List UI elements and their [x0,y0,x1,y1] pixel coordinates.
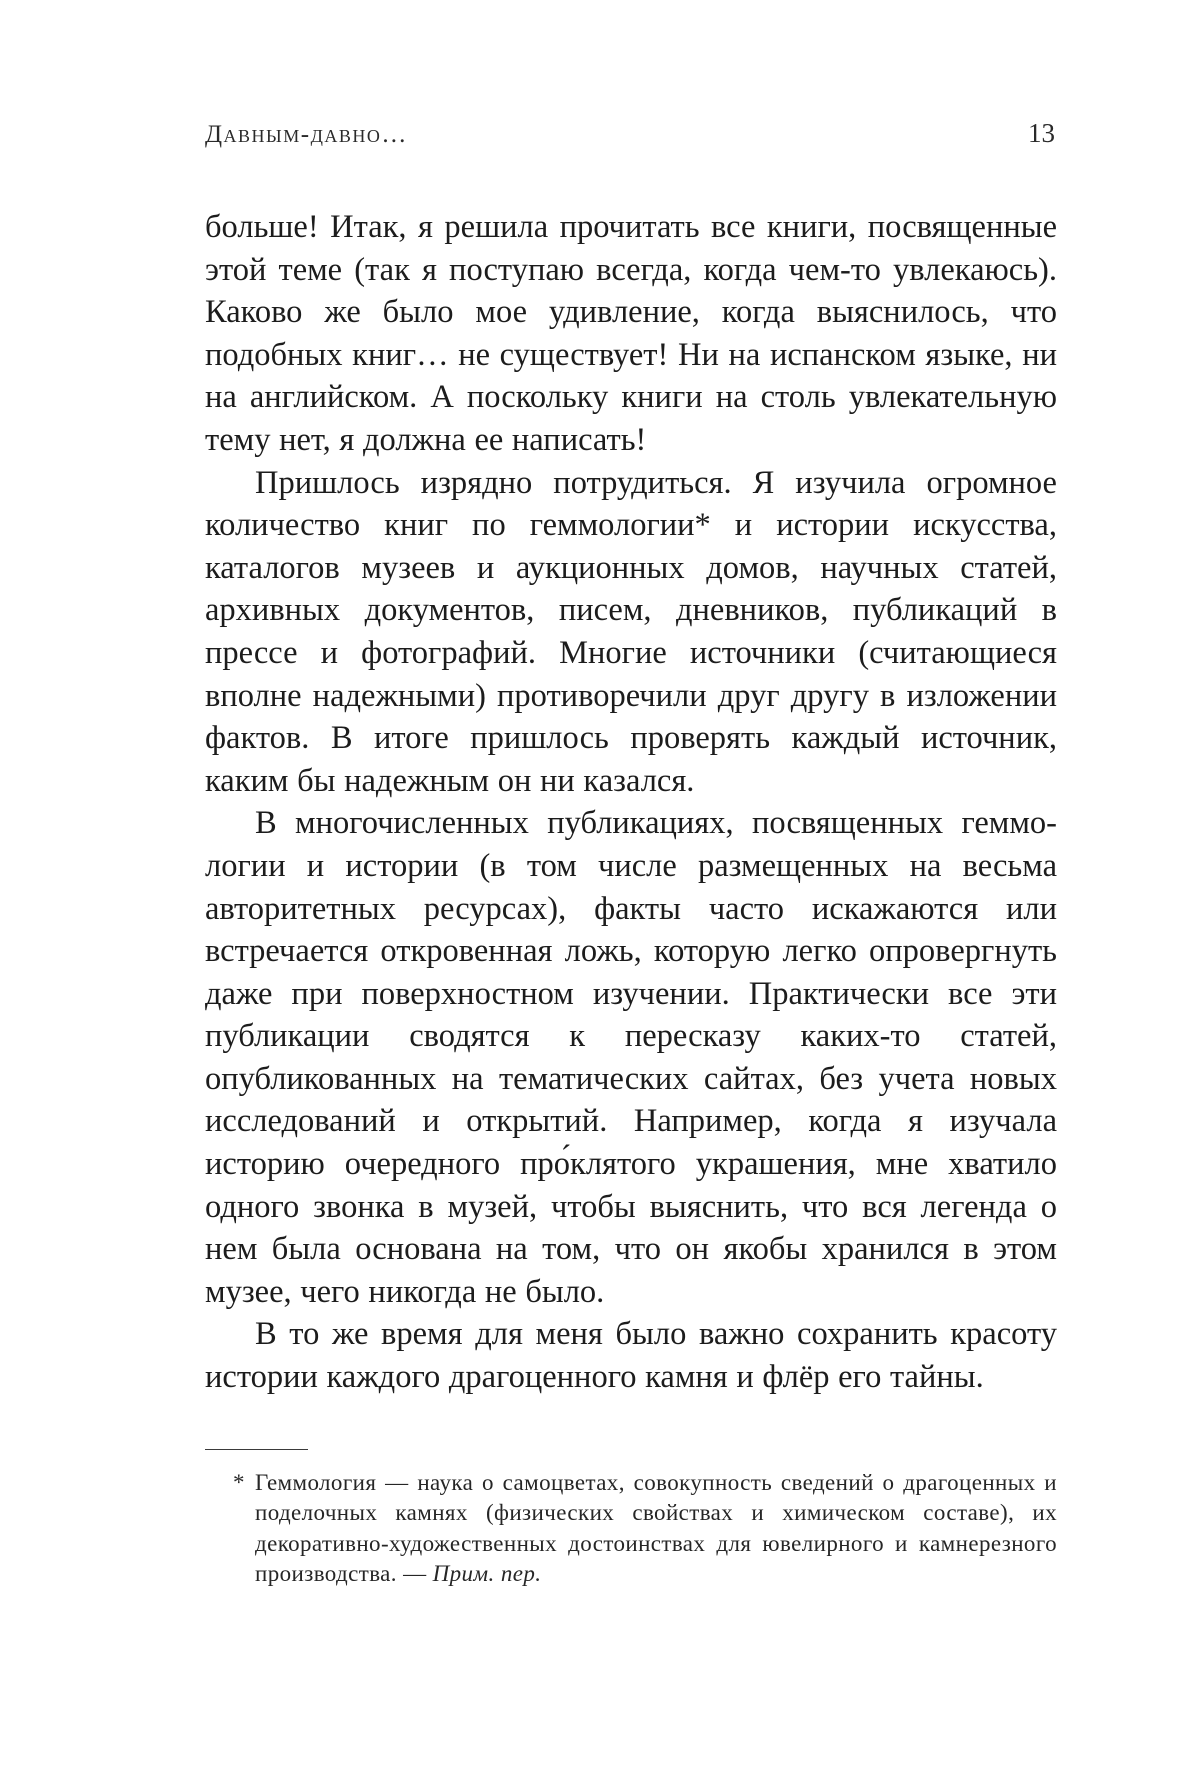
footnote-marker: * [233,1469,245,1495]
running-header [205,118,1057,156]
footnote-text: Геммология — наука о самоцветах, совокупность сведений о драгоценных и поделочных камнях (физических свойствах и химическом составе), их декоративно-художественных достоинствах для ювелирного и камнерезного производства. — [255,1469,1057,1587]
body-text [205,206,1057,1399]
footnote-divider [205,1449,308,1450]
paragraph: В многочисленных публикациях, посвященных геммологии и истории (в том числе размещенных на весьма авторитетных ресурсах), факты часто искажаются или встречается откровенная ложь, которую легко опровергнуть даже при поверхностном изучении. Практически все эти публикации сводятся к пересказу каких-то статей, опубликованных на тематических сайтах, без учета новых исследований и открытий. Например, когда я изучала историю очередного про́клятого украшения, мне хватило одного звонка в музей, чтобы выяснить, что вся легенда о нем была основана на том, что он якобы хранился в этом музее, чего никогда не было. [205,805,1057,1310]
page-number: 13 [1028,118,1055,148]
paragraph: Пришлось изрядно потрудиться. Я изучила огромное количество книг по геммологии* и истории искусства, каталогов музеев и аукционных домов, научных статей, архивных документов, писем, дневников, публикаций в прессе и фотографий. Многие источники (считающиеся вполне надежными) противоречили друг другу в изложении фактов. В итоге пришлось проверять каждый источник, каким бы надежным он ни казался. [205,464,1057,799]
footnote [205,1468,1057,1590]
book-page [205,118,1057,1590]
running-title: Давным-давно… [205,121,408,148]
paragraph: В то же время для меня было важно сохранить красоту истории каждого драгоценного камня и флёр его тайны. [205,1316,1057,1396]
paragraph-continuation: больше! Итак, я решила прочитать все книги, посвященные этой теме (так я поступаю всегда, когда чем-то увлекаюсь). Каково же было мое удивление, когда выяснилось, что подобных книг… не существует! Ни на испанском языке, ни на английском. А поскольку книги на столь увлекательную тему нет, я должна ее написать! [205,209,1057,458]
footnote-attribution: Прим. пер. [432,1561,542,1587]
